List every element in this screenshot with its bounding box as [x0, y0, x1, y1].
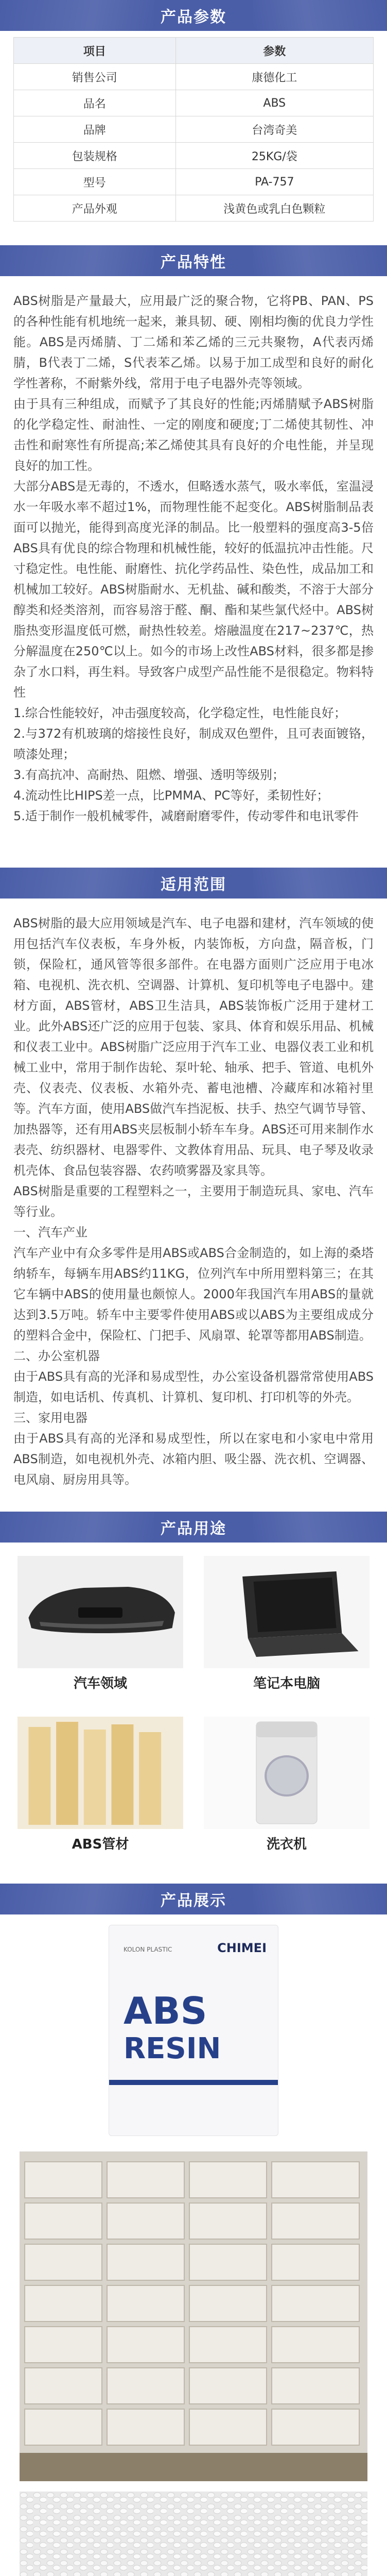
washing-machine-icon [204, 1717, 370, 1829]
application-paragraph: 三、家用电器 [13, 1411, 87, 1425]
use-label: 汽车领域 [73, 1675, 127, 1691]
param-key: 品牌 [14, 116, 176, 143]
param-key: 销售公司 [14, 64, 176, 90]
section-header-applications [0, 868, 387, 899]
param-value: 25KG/袋 [175, 143, 373, 169]
section-title: 产品用途 [161, 1520, 226, 1538]
params-table [13, 37, 374, 222]
feature-paragraph: 4.流动性比HIPS差一点，比PMMA、PC等好，柔韧性好； [13, 788, 329, 803]
pellets-photo [20, 2492, 367, 2576]
application-paragraph: 二、办公室机器 [13, 1349, 100, 1363]
table-row [14, 195, 374, 222]
feature-paragraph: 1.综合性能较好，冲击强度较高，化学稳定性，电性能良好； [13, 706, 346, 720]
decorative-ribbon [253, 0, 387, 31]
header-cell: 项目 [14, 38, 176, 64]
use-label: 笔记本电脑 [253, 1675, 320, 1691]
decorative-ribbon [253, 868, 387, 899]
applications-text [0, 899, 387, 1500]
bag-stripe [109, 2080, 278, 2085]
use-card [17, 1717, 183, 1857]
table-row [14, 169, 374, 195]
header-cell: 参数 [175, 38, 373, 64]
application-paragraph: 一、汽车产业 [13, 1225, 87, 1240]
display-area [0, 1914, 387, 2576]
param-value: PA-757 [175, 169, 373, 195]
feature-paragraph: ABS树脂是产量最大，应用最广泛的聚合物，它将PB、PAN、PS的各种性能有机地统一起来，兼具韧、硬、刚相均衡的优良力学性能。ABS是丙烯腈、丁二烯和苯乙烯的三元共聚物，A代表丙烯腈，B代表丁二烯，S代表苯乙烯。以易于加工成型和良好的耐化学性著称，不耐紫外线，常用于电子电器外壳等领域。 [13, 294, 374, 391]
param-value: ABS [175, 90, 373, 116]
decorative-ribbon [0, 245, 154, 276]
section-title: 产品参数 [161, 8, 226, 26]
decorative-ribbon [253, 1512, 387, 1543]
table-row [14, 64, 374, 90]
decorative-ribbon [0, 0, 154, 31]
bag-line-2: RESIN [124, 2032, 221, 2065]
application-paragraph: ABS树脂的最大应用领域是汽车、电子电器和建材，汽车领域的使用包括汽车仪表板，车身外板，内装饰板，方向盘，隔音板，门锁，保险杠，通风管等很多部件。在电器方面则广泛应用于电冰箱、电视机、洗衣机、空调器、计算机、复印机等电子电器中。建材方面，ABS管材，ABS卫生洁具，ABS装饰板广泛用于建材工业。此外ABS还广泛的应用于包装、家具、体育和娱乐用品、机械和仪表工业中。ABS树脂广泛应用于汽车工业、电器仪表工业和机械工业中，常用于制作齿轮、泵叶轮、轴承、把手、管道、电机外壳、仪表壳、仪表板、水箱外壳、蓄电池槽、冷藏库和冰箱衬里等。汽车方面，使用ABS做汽车挡泥板、扶手、热空气调节导管、加热器等，还有用ABS夹层板制小轿车车身。ABS还可用来制作水表壳、纺织器材、电器零件、文教体育用品、玩具、电子琴及收录机壳体、食品包装容器、农药喷雾器及家具等。 [13, 916, 374, 1178]
use-card [17, 1556, 183, 1696]
use-label: 洗衣机 [266, 1836, 307, 1852]
bag-brand-logo: CHIMEI [217, 1941, 267, 1955]
use-card [204, 1717, 370, 1857]
feature-paragraph: 大部分ABS是无毒的，不透水，但略透水蒸气，吸水率低，室温浸水一年吸水率不超过1%，而物理性能不起变化。ABS树脂制品表面可以抛光，能得到高度光泽的制品。比一般塑料的强度高3-5倍ABS具有优良的综合物理和机械性能，较好的低温抗冲击性能。尺寸稳定性。电性能、耐磨性、抗化学药品性、染色性，成品加工和机械加工较好。ABS树脂耐水、无机盐、碱和酸类，不溶于大部分醇类和烃类溶剂，而容易溶于醛、酮、酯和某些氯代烃中。ABS树脂热变形温度低可燃，耐热性较差。熔融温度在217~237℃，热分解温度在250℃以上。如今的市场上改性ABS材料，很多都是掺杂了水口料，再生料。导致客户成型产品性能不是很稳定。物料特性 [13, 479, 374, 700]
feature-paragraph: 2.与372有机玻璃的熔接性良好，制成双色塑件，且可表面镀铬，喷漆处理； [13, 726, 374, 761]
use-label: ABS管材 [72, 1836, 129, 1852]
bag-line-1: ABS [124, 1989, 207, 2032]
section-header-params [0, 0, 387, 31]
decorative-ribbon [0, 1512, 154, 1543]
table-row [14, 143, 374, 169]
param-value: 台湾奇美 [175, 116, 373, 143]
application-paragraph: 由于ABS具有高的光泽和易成型性，所以在家电和小家电中常用ABS制造，如电视机外壳、冰箱内胆、吸尘器、洗衣机、空调器、电风扇、厨房用具等。 [13, 1431, 374, 1487]
application-paragraph: 汽车产业中有众多零件是用ABS或ABS合金制造的，如上海的桑塔纳轿车，每辆车用ABS约11KG，位列汽车中所用塑料第三；在其它车辆中ABS的使用量也颇惊人。2000年我国汽车用ABS的量就达到3.5万吨。轿车中主要零件使用ABS或以ABS为主要组成成分的塑料合金中，保险杠、门把手、风扇罩、轮罩等都用ABS制造。 [13, 1246, 374, 1343]
decorative-ribbon [0, 1884, 154, 1914]
decorative-ribbon [253, 1884, 387, 1914]
section-title: 产品特性 [161, 253, 226, 272]
warehouse-photo [20, 2151, 367, 2481]
decorative-ribbon [0, 868, 154, 899]
param-key: 型号 [14, 169, 176, 195]
features-text [0, 276, 387, 837]
table-row [14, 116, 374, 143]
param-key: 品名 [14, 90, 176, 116]
param-key: 产品外观 [14, 195, 176, 222]
decorative-ribbon [253, 245, 387, 276]
laptop-icon [204, 1556, 370, 1668]
car-bumper-icon [17, 1556, 183, 1668]
application-paragraph: ABS树脂是重要的工程塑料之一，主要用于制造玩具、家电、汽车等行业。 [13, 1184, 374, 1219]
bag-brand-small: KOLON PLASTIC [124, 1946, 172, 1953]
params-table-wrap [0, 31, 387, 234]
table-header-row [14, 38, 374, 64]
product-bag-image [109, 1925, 278, 2136]
pipes-icon [17, 1717, 183, 1829]
section-header-features [0, 245, 387, 276]
param-value: 浅黄色或乳白色颗粒 [175, 195, 373, 222]
section-header-display [0, 1884, 387, 1914]
section-title: 产品展示 [161, 1892, 226, 1910]
uses-grid [0, 1543, 387, 1872]
application-paragraph: 由于ABS具有高的光泽和易成型性，办公室设备机器常常使用ABS制造，如电话机、传真机、计算机、复印机、打印机等的外壳。 [13, 1369, 374, 1404]
feature-paragraph: 由于具有三种组成，而赋予了其良好的性能;丙烯腈赋予ABS树脂的化学稳定性、耐油性、一定的刚度和硬度;丁二烯使其韧性、冲击性和耐寒性有所提高;苯乙烯使其具有良好的介电性能，并呈现良好的加工性。 [13, 397, 374, 473]
feature-paragraph: 3.有高抗冲、高耐热、阻燃、增强、透明等级别； [13, 768, 285, 782]
param-value: 康德化工 [175, 64, 373, 90]
use-card [204, 1556, 370, 1696]
section-header-uses [0, 1512, 387, 1543]
param-key: 包装规格 [14, 143, 176, 169]
feature-paragraph: 5.适于制作一般机械零件，减磨耐磨零件，传动零件和电讯零件 [13, 809, 359, 823]
section-title: 适用范围 [161, 876, 226, 894]
table-row [14, 90, 374, 116]
